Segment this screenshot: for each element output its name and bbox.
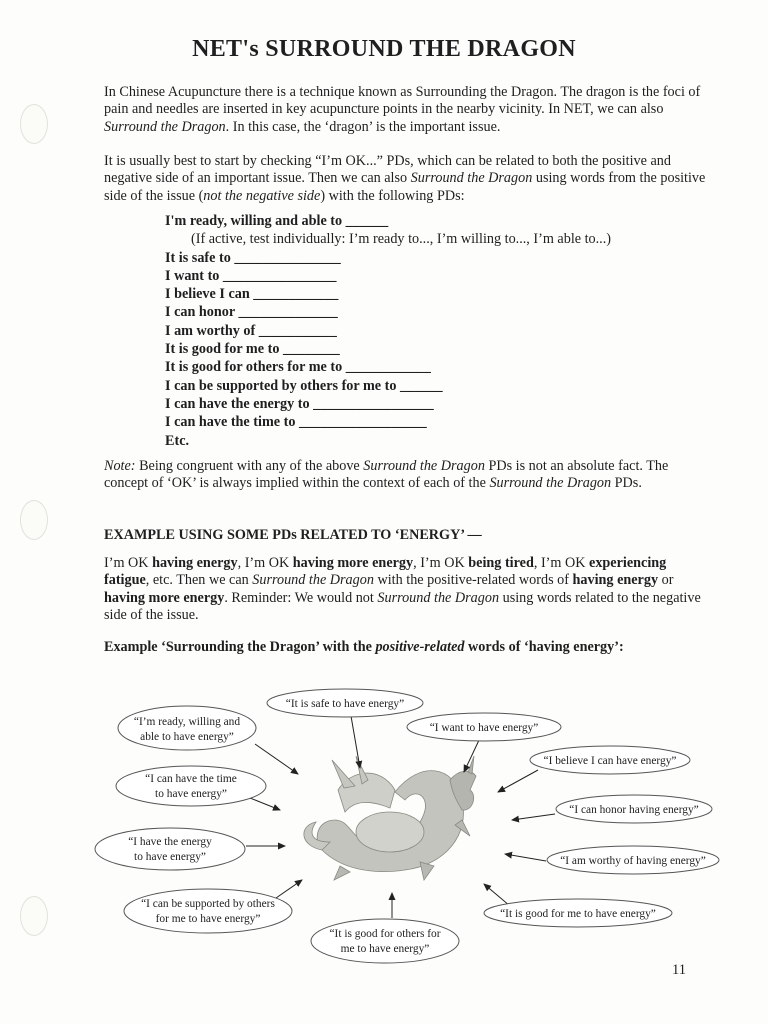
note-paragraph: Note: Being congruent with any of the above Surround the Dragon PDs is not an absolute fact. The concept of ‘OK’ is always implied within the context of each of the Surround the Dragon PDs.	[104, 458, 669, 492]
pd-item: Etc.	[165, 432, 190, 449]
svg-text:“I am worthy of having energy”: “I am worthy of having energy”	[560, 855, 706, 867]
pd-item: I can honor ______________	[165, 304, 338, 321]
pd-item: I can have the energy to _________________	[165, 395, 434, 412]
svg-text:“It is safe to have energy”: “It is safe to have energy”	[285, 698, 405, 710]
svg-text:“It is good for others for: “It is good for others for	[329, 928, 441, 940]
arrow-ready	[255, 744, 298, 774]
pd-item: It is safe to _______________	[165, 249, 341, 266]
bubble-worthy	[547, 846, 719, 874]
arrow-safe	[351, 716, 360, 768]
arrow-good-me	[484, 884, 510, 906]
diagram-heading: Example ‘Surrounding the Dragon’ with the positive-related words of ‘having energy’:	[104, 639, 624, 655]
bubble-want	[407, 713, 561, 741]
intro-paragraph-1: In Chinese Acupuncture there is a technique known as Surrounding the Dragon. The dragon is the foci of pain and needles are inserted in key acupuncture points in the nearby vicinity. In NET, we can also Surround the Dragon. In this case, the ‘dragon’ is the important issue.	[104, 84, 701, 135]
arrow-honor	[512, 814, 555, 820]
pd-item: I can have the time to __________________	[165, 414, 427, 431]
svg-text:“I’m ready, willing and: “I’m ready, willing and	[133, 716, 241, 728]
arrow-worthy	[505, 854, 546, 861]
svg-text:“I can honor having energy”: “I can honor having energy”	[569, 804, 699, 816]
svg-text:“I can be supported by others: “I can be supported by others	[141, 898, 275, 910]
pd-item: It is good for me to ________	[165, 341, 340, 358]
bubble-ready	[118, 706, 256, 750]
pd-item: I am worthy of ___________	[165, 322, 337, 339]
pd-test-note: (If active, test individually: I’m ready to..., I’m willing to..., I’m able to...)	[191, 231, 611, 248]
bubble-believe	[530, 746, 690, 774]
bubble-honor	[556, 795, 712, 823]
bubble-good-me	[484, 899, 672, 927]
bubble-time	[116, 766, 266, 806]
svg-text:me to have energy”: me to have energy”	[340, 943, 430, 955]
svg-text:to have energy”: to have energy”	[134, 851, 206, 863]
svg-text:able to have energy”: able to have energy”	[140, 731, 234, 743]
pd-item: I'm ready, willing and able to ______	[165, 213, 389, 229]
page-title: NET's SURROUND THE DRAGON	[192, 36, 576, 62]
bubble-good-others	[311, 919, 459, 963]
bubble-safe	[267, 689, 423, 717]
page-number: 11	[672, 962, 686, 978]
pd-item: I believe I can ____________	[165, 286, 339, 303]
intro-paragraph-2: It is usually best to start by checking “I’m OK...” PDs, which can be related to both the positive and negative side of an important issue. Then we can also Surround the Dragon using words from the positive side of the issue (not the negative side) with the following PDs:	[104, 153, 706, 204]
svg-text:“I believe I can have energy”: “I believe I can have energy”	[543, 755, 677, 767]
svg-text:“I can have the time: “I can have the time	[145, 773, 237, 785]
svg-text:“It is good for me to have ene: “It is good for me to have energy”	[500, 908, 656, 920]
dragon-illustration	[304, 756, 476, 880]
example-paragraph: I’m OK having energy, I’m OK having more energy, I’m OK being tired, I’m OK experiencing fatigue, etc. Then we can Surround the Dragon with the positive-related words of having energy or having more energy. Reminder: We would not Surround the Dragon using words related to the negative side of the issue.	[104, 555, 701, 624]
arrow-believe	[498, 770, 538, 792]
arrow-supported	[276, 880, 302, 898]
pd-item: It is good for others for me to ____________	[165, 359, 431, 376]
svg-text:for me to have energy”: for me to have energy”	[155, 913, 261, 925]
arrow-time	[250, 798, 280, 810]
bubble-energy	[95, 828, 245, 870]
bubble-supported	[124, 889, 292, 933]
svg-text:“I have the energy: “I have the energy	[128, 836, 212, 848]
pd-item: I want to ________________	[165, 267, 337, 284]
svg-text:“I want to have energy”: “I want to have energy”	[429, 722, 539, 734]
example-heading: EXAMPLE USING SOME PDs RELATED TO ‘ENERGY’ —	[104, 527, 482, 543]
svg-text:to have energy”: to have energy”	[155, 788, 227, 800]
pd-item: I can be supported by others for me to ______	[165, 377, 443, 394]
